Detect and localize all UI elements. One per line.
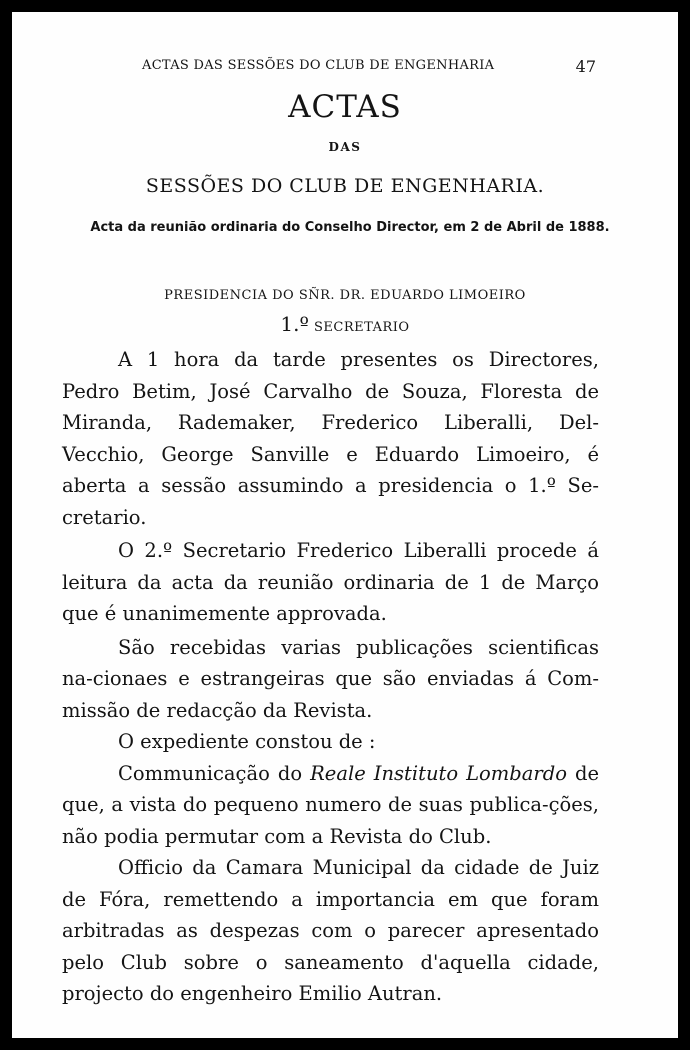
communication-rest: de que, a vista do pequeno numero de suas publica-ções, não podia permutar com a Revista do Club. [62, 761, 599, 848]
running-header: ACTAS DAS SESSÕES DO CLUB DE ENGENHARIA [142, 58, 495, 73]
book-page [12, 12, 678, 1038]
secretary-number: 1.º [280, 312, 309, 336]
document-title-club: SESSÕES DO CLUB DE ENGENHARIA. [145, 175, 545, 197]
paragraph-reading: O 2.º Secretario Frederico Liberalli procede á leitura da acta da reunião ordinaria de 1 de Março que é unanimemente approvada. [62, 539, 599, 625]
meeting-subtitle: Acta da reunião ordinaria do Conselho Director, em 2 de Abril de 1888. [90, 220, 610, 235]
paragraph-communication [62, 758, 599, 853]
secretary-role: SECRETARIO [314, 320, 410, 335]
document-title: ACTAS [288, 89, 402, 125]
page-number: 47 [575, 57, 596, 76]
paragraph-publications: São recebidas varias publicações scientificas na-cionaes e estrangeiras que são enviadas á Com-missão de redacção da Revista. [62, 635, 599, 722]
paragraph-attendance: A 1 hora da tarde presentes os Directores, Pedro Betim, José Carvalho de Souza, Floresta de Miranda, Rademaker, Frederico Liberalli, Del-Vecchio, George Sanville e Eduardo Limoeiro, é aberta a sessão assumindo a presidencia o 1.º Se-cretario. [62, 348, 599, 529]
paragraph-expediente: O expediente constou de : [118, 730, 376, 753]
document-title-connector: DAS [328, 140, 362, 154]
communication-intro: Communicação do [118, 761, 311, 785]
minutes-body [62, 344, 599, 1010]
secretary-line [12, 312, 678, 336]
presidency-line: PRESIDENCIA DO SÑR. DR. EDUARDO LIMOEIRO [164, 288, 526, 303]
publication-name: Reale Instituto Lombardo [310, 761, 567, 785]
paragraph-officio: Officio da Camara Municipal da cidade de Juiz de Fóra, remettendo a importancia em que foram arbitradas as despezas com o parecer apresentado pelo Club sobre o saneamento d'aquella cidade, projecto do engenheiro Emilio Autran. [62, 856, 599, 1005]
